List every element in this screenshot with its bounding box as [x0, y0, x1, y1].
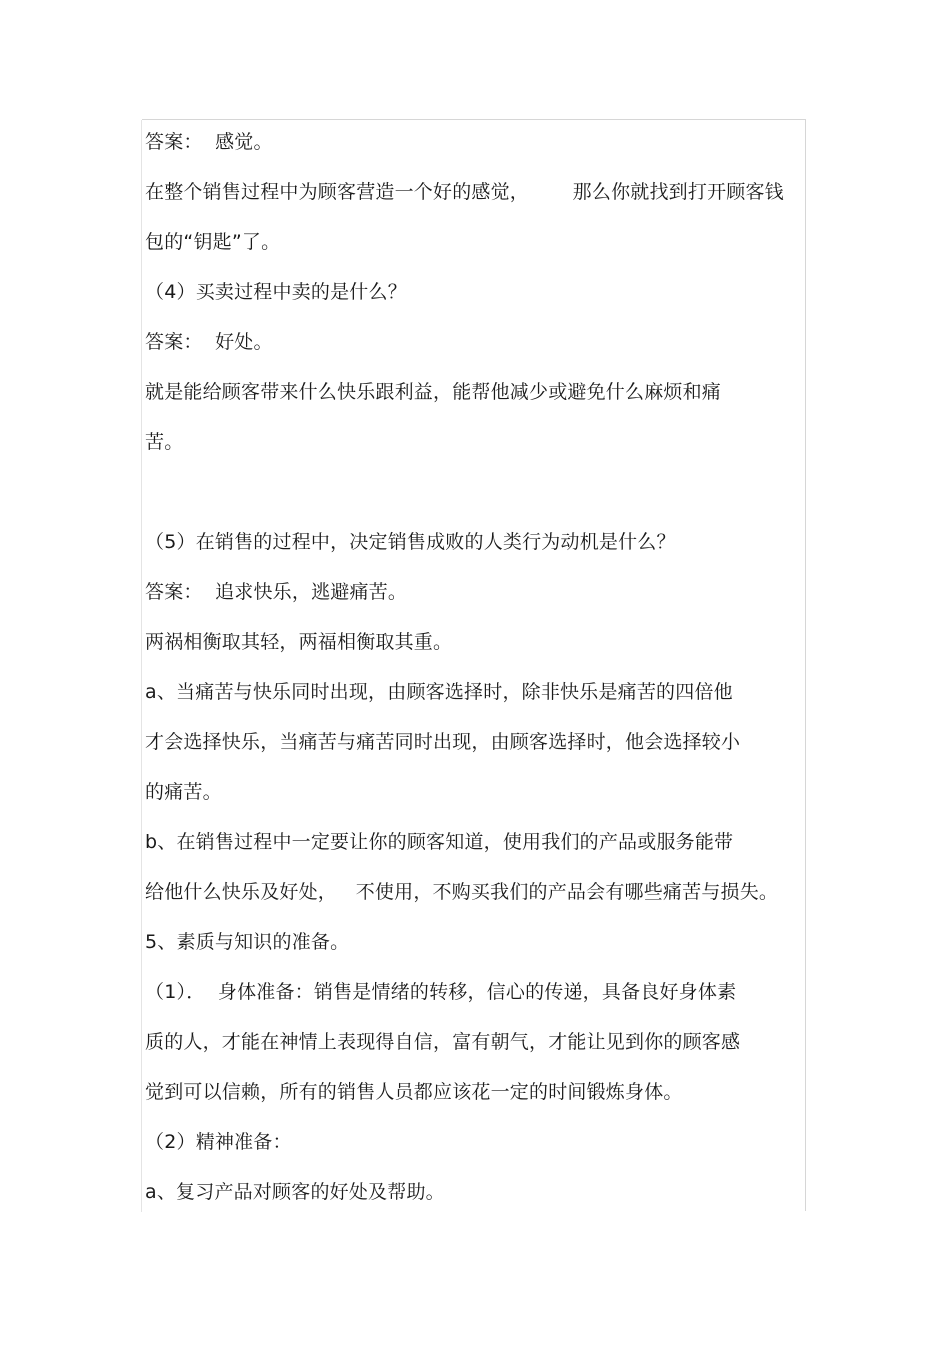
question-line: （4）买卖过程中卖的是什么？ — [145, 281, 407, 303]
paragraph-gap — [145, 467, 805, 517]
subsection-line: （1）． 身体准备：销售是情绪的转移，信心的传递，具备良好身体素 — [145, 981, 737, 1003]
paragraph-line: 苦。 — [145, 431, 184, 453]
subsection-heading: （2）精神准备： — [145, 1131, 292, 1153]
section-heading: 5、素质与知识的准备。 — [145, 931, 350, 953]
list-item-line: a、复习产品对顾客的好处及帮助。 — [145, 1181, 445, 1203]
answer-line: 答案： 感觉。 — [145, 131, 273, 153]
paragraph-line: 两祸相衡取其轻，两福相衡取其重。 — [145, 631, 453, 653]
paragraph-line: 就是能给顾客带来什么快乐跟利益，能帮他减少或避免什么麻烦和痛 — [145, 381, 722, 403]
list-item-line: b、在销售过程中一定要让你的顾客知道，使用我们的产品或服务能带 — [145, 831, 734, 853]
subsection-line: 觉到可以信赖，所有的销售人员都应该花一定的时间锻炼身体。 — [145, 1081, 683, 1103]
question-line: （5）在销售的过程中，决定销售成败的人类行为动机是什么？ — [145, 531, 676, 553]
list-item-line: 才会选择快乐，当痛苦与痛苦同时出现，由顾客选择时，他会选择较小 — [145, 731, 741, 753]
list-item-line: a、当痛苦与快乐同时出现，由顾客选择时，除非快乐是痛苦的四倍他 — [145, 681, 733, 703]
paragraph-line: 在整个销售过程中为顾客营造一个好的感觉， 那么你就找到打开顾客钱 — [145, 181, 784, 203]
list-item-line: 给他什么快乐及好处， 不使用，不购买我们的产品会有哪些痛苦与损失。 — [145, 881, 779, 903]
subsection-line: 质的人，才能在神情上表现得自信，富有朝气，才能让见到你的顾客感 — [145, 1031, 741, 1053]
answer-line: 答案： 好处。 — [145, 331, 273, 353]
paragraph-line: 包的“钥匙”了。 — [145, 231, 281, 253]
answer-line: 答案： 追求快乐，逃避痛苦。 — [145, 581, 408, 603]
document-body — [145, 117, 805, 1217]
list-item-line: 的痛苦。 — [145, 781, 222, 803]
